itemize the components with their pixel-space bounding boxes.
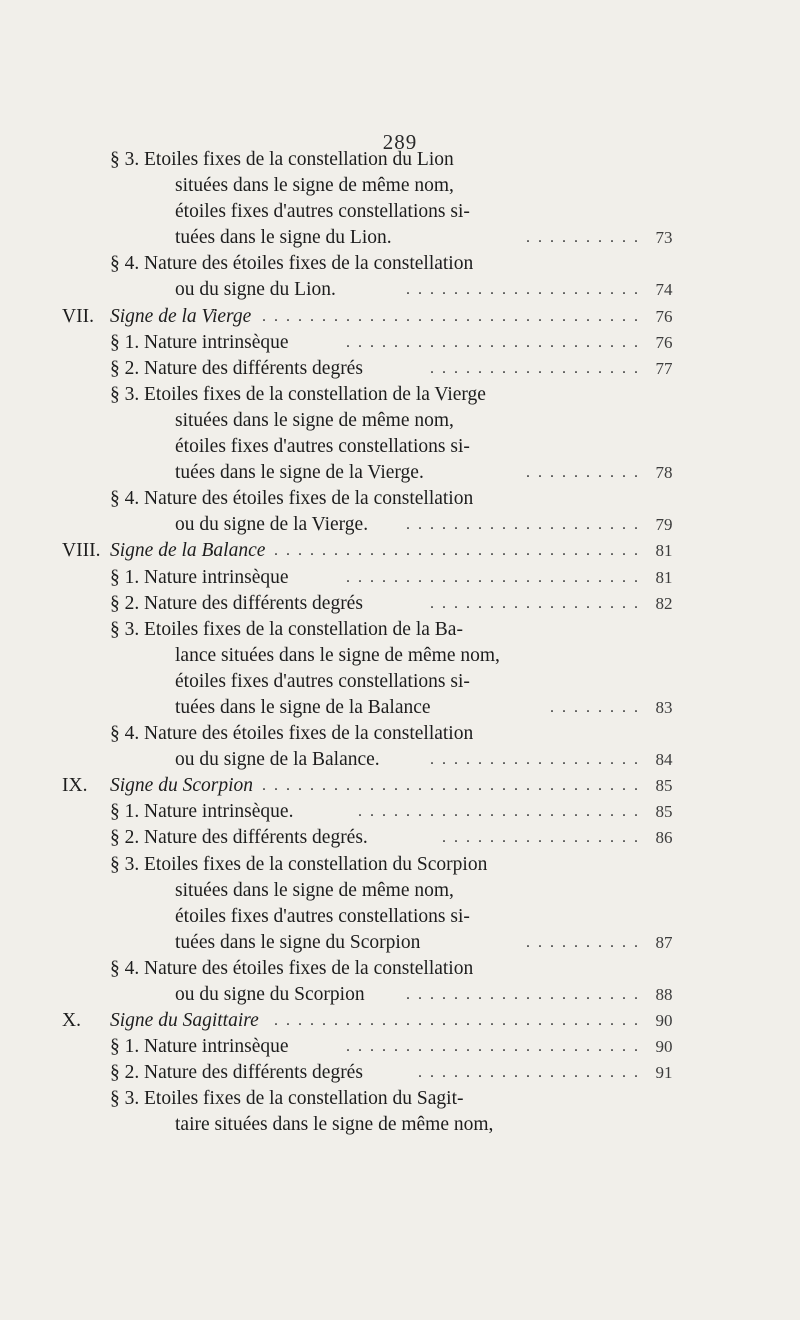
entry-text: Nature intrinsèque [144,1036,289,1058]
toc-line [0,330,800,356]
toc-line [0,304,800,330]
toc-line [0,930,800,956]
section-number: § 4. [110,957,140,979]
toc-line [0,643,800,669]
toc-line [0,408,800,434]
section-number: § 2. [110,592,140,614]
entry-text: tuées dans le signe de la Balance [175,696,431,718]
dot-leader: . . . . . . . . . . . . . . . . . . . . . . . . . . . . . . . [274,1012,640,1030]
toc-line [0,669,800,695]
dot-leader: . . . . . . . . . . . . . . . . . . . . . . . . . . . . . . . [274,542,640,560]
entry-text: Nature intrinsèque [144,331,289,353]
toc-line [0,434,800,460]
section-number: § 1. [110,1036,140,1058]
entry-page-number: 78 [655,463,673,483]
toc-line [0,1112,800,1138]
entry-page-number: 91 [655,1063,673,1083]
toc-line [0,565,800,591]
entry-text: lance situées dans le signe de même nom, [175,644,500,666]
entry-text: étoiles fixes d'autres constellations si- [175,436,470,458]
dot-leader: . . . . . . . . . . . . . . . . . [442,829,640,847]
section-number: § 1. [110,331,140,353]
entry-text: Etoiles fixes de la constellation du Scorpion [144,853,488,875]
dot-leader: . . . . . . . . . . . . . . . . . . . . . . . . . [346,568,640,586]
dot-leader: . . . . . . . . . . [526,933,640,951]
toc-line [0,747,800,773]
entry-text: Nature des étoiles fixes de la constellation [144,488,474,510]
entry-text: Nature intrinsèque. [144,801,294,823]
entry-text: tuées dans le signe du Scorpion [175,931,421,953]
entry-text: Nature des étoiles fixes de la constellation [144,723,474,745]
entry-page-number: 77 [655,358,673,378]
toc-line [0,956,800,982]
chapter-number: IX. [62,775,88,797]
toc-line [0,356,800,382]
section-number: § 2. [110,827,140,849]
chapter-title: Signe du Sagittaire [110,1010,259,1032]
entry-text: Nature des étoiles fixes de la constellation [144,253,474,275]
entry-text: ou du signe du Lion. [175,279,336,301]
entry-page-number: 84 [655,750,673,770]
dot-leader: . . . . . . . . . . . . . . . . . . [430,594,640,612]
entry-text: Nature intrinsèque [144,566,289,588]
page-number: 289 [382,130,418,154]
toc-line [0,1086,800,1112]
dot-leader: . . . . . . . . . . . . . . . . . . [430,359,640,377]
dot-leader: . . . . . . . . . . . . . . . . . . . . . . . . . [346,333,640,351]
entry-page-number: 88 [655,985,673,1004]
entry-page-number: 74 [655,280,673,300]
toc-line [0,825,800,851]
table-of-contents [0,147,800,1139]
dot-leader: . . . . . . . . . . . . . . . . . . . . . . . . . . . . . . . . [262,777,640,795]
chapter-title: Signe de la Balance [110,540,266,562]
entry-page-number: 81 [655,567,673,587]
entry-text: situées dans le signe de même nom, [175,879,454,901]
section-number: § 3. [110,1088,140,1110]
dot-leader: . . . . . . . . . . . . . . . . . . . . . . . . . . . . . . . . [262,307,640,325]
entry-page-number: 85 [655,802,673,822]
dot-leader: . . . . . . . . . . . . . . . . . . . [418,1064,640,1082]
entry-text: Nature des différents degrés. [144,827,368,849]
dot-leader: . . . . . . . . . . [526,464,640,482]
entry-text: situées dans le signe de même nom, [175,409,454,431]
entry-text: étoiles fixes d'autres constellations si- [175,670,470,692]
entry-text: tuées dans le signe de la Vierge. [175,462,424,484]
entry-page-number: 90 [655,1037,673,1057]
entry-text: étoiles fixes d'autres constellations si- [175,201,470,223]
entry-text: Nature des différents degrés [144,592,363,614]
dot-leader: . . . . . . . . . . . . . . . . . . . . [406,281,640,299]
section-number: § 3. [110,383,140,405]
entry-page-number: 73 [655,228,673,248]
entry-text: étoiles fixes d'autres constellations si- [175,905,470,927]
dot-leader: . . . . . . . . . . . . . . . . . . [430,751,640,769]
chapter-number: VII. [62,305,94,327]
entry-page-number: 81 [655,541,673,561]
chapter-title: Signe de la Vierge [110,305,252,327]
toc-line [0,617,800,643]
toc-line [0,512,800,538]
toc-line [0,460,800,486]
toc-line [0,486,800,512]
chapter-number: VIII. [62,540,101,562]
entry-text: Etoiles fixes de la constellation de la Ba- [144,618,463,640]
section-number: § 2. [110,357,140,379]
section-number: § 3. [110,149,140,170]
entry-text: Etoiles fixes de la constellation du Sagit- [144,1088,464,1110]
entry-text: Etoiles fixes de la constellation de la Vierge [144,383,486,405]
entry-text: Nature des différents degrés [144,1062,363,1084]
entry-page-number: 79 [655,515,673,535]
entry-text: taire situées dans le signe de même nom, [175,1114,494,1136]
toc-line [0,904,800,930]
entry-page-number: 87 [655,932,673,952]
dot-leader: . . . . . . . . . . . . . . . . . . . . [406,986,640,1003]
toc-line [0,1008,800,1034]
toc-line [0,199,800,225]
entry-page-number: 76 [655,306,673,326]
toc-line [0,251,800,277]
dot-leader: . . . . . . . . . . [526,229,640,247]
toc-line [0,538,800,564]
toc-line [0,147,800,173]
dot-leader: . . . . . . . . . . . . . . . . . . . . [406,516,640,534]
toc-line [0,721,800,747]
toc-line [0,277,800,303]
toc-line [0,695,800,721]
entry-page-number: 86 [655,828,673,848]
section-number: § 1. [110,801,140,823]
entry-page-number: 82 [655,593,673,613]
dot-leader: . . . . . . . . [550,698,640,716]
chapter-number: X. [62,1010,81,1032]
toc-line [0,982,800,1008]
toc-line [0,852,800,878]
toc-line [0,799,800,825]
entry-text: ou du signe du Scorpion [175,984,365,1005]
toc-line [0,1060,800,1086]
dot-leader: . . . . . . . . . . . . . . . . . . . . . . . . [358,803,640,821]
entry-text: situées dans le signe de même nom, [175,175,454,197]
section-number: § 3. [110,853,140,875]
section-number: § 3. [110,618,140,640]
entry-text: ou du signe de la Balance. [175,749,380,771]
entry-text: tuées dans le signe du Lion. [175,227,392,249]
entry-page-number: 76 [655,332,673,352]
toc-line [0,878,800,904]
section-number: § 4. [110,488,140,510]
toc-line [0,173,800,199]
entry-page-number: 85 [655,776,673,796]
toc-line [0,225,800,251]
entry-page-number: 90 [655,1011,673,1031]
entry-text: Etoiles fixes de la constellation du Lion [144,149,454,170]
section-number: § 4. [110,723,140,745]
toc-line [0,1034,800,1060]
chapter-title: Signe du Scorpion [110,775,253,797]
section-number: § 1. [110,566,140,588]
entry-text: ou du signe de la Vierge. [175,514,369,536]
entry-page-number: 83 [655,697,673,717]
dot-leader: . . . . . . . . . . . . . . . . . . . . . . . . . [346,1038,640,1056]
section-number: § 2. [110,1062,140,1084]
entry-text: Nature des étoiles fixes de la constellation [144,957,474,979]
entry-text: Nature des différents degrés [144,357,363,379]
toc-line [0,382,800,408]
section-number: § 4. [110,253,140,275]
toc-line [0,773,800,799]
toc-line [0,591,800,617]
